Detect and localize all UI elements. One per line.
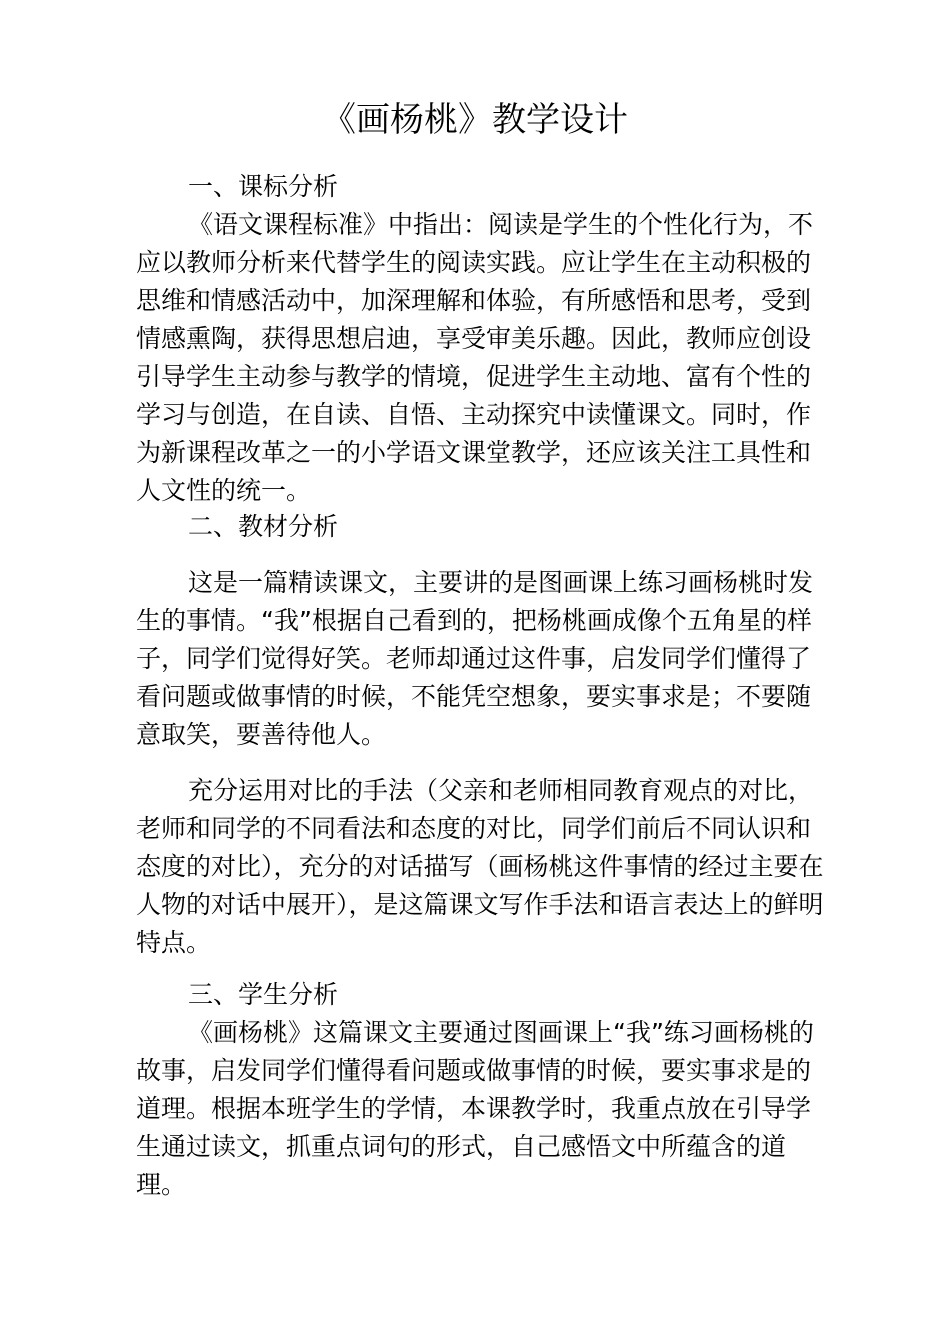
section-heading-students: 三、学生分析 (188, 980, 339, 1009)
paragraph-textbook-analysis-2: 充分运用对比的手法（父亲和老师相同教育观点的对比，老师和同学的不同看法和态度的对比，同学们前后不同认识和态度的对比），充分的对话描写（画杨桃这件事情的经过主要在人物的对话中展开），是这篇课文写作手法和语言表达上的鲜明特点。 (136, 776, 824, 957)
section-heading-textbook: 二、教材分析 (188, 512, 339, 541)
section-heading-curriculum: 一、课标分析 (188, 172, 339, 201)
paragraph-curriculum-analysis: 《语文课程标准》中指出：阅读是学生的个性化行为，不应以教师分析来代替学生的阅读实践。应让学生在主动积极的思维和情感活动中，加深理解和体验，有所感悟和思考，受到情感熏陶，获得思想启迪，享受审美乐趣。因此，教师应创设引导学生主动参与教学的情境，促进学生主动地、富有个性的学习与创造，在自读、自悟、主动探究中读懂课文。同时，作为新课程改革之一的小学语文课堂教学，还应该关注工具性和人文性的统一。 (136, 210, 814, 505)
paragraph-student-analysis: 《画杨桃》这篇课文主要通过图画课上“我”练习画杨桃的故事，启发同学们懂得看问题或做事情的时候，要实事求是的道理。根据本班学生的学情，本课教学时，我重点放在引导学生通过读文，抓重点词句的形式，自己感悟文中所蕴含的道理。 (136, 1018, 814, 1199)
document-title: 《画杨桃》教学设计 (322, 100, 628, 140)
paragraph-textbook-analysis-1: 这是一篇精读课文，主要讲的是图画课上练习画杨桃时发生的事情。“我”根据自己看到的，把杨桃画成像个五角星的样子，同学们觉得好笑。老师却通过这件事，启发同学们懂得了看问题或做事情的时候，不能凭空想象，要实事求是；不要随意取笑，要善待他人。 (136, 568, 814, 749)
